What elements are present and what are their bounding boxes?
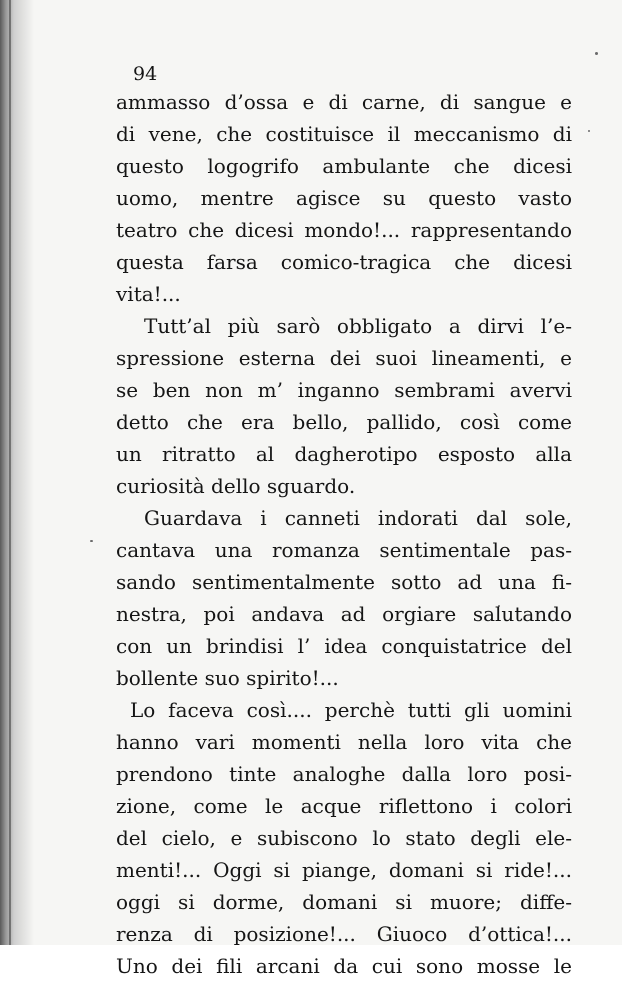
- body-text: [116, 86, 572, 982]
- paragraph-start-line: Tutt’al più sarò obbligato a dirvi l’e-: [144, 314, 572, 338]
- text-line: hanno vari momenti nella loro vita che: [116, 730, 572, 754]
- text-line: oggi si dorme, domani si muore; diffe-: [116, 890, 572, 914]
- paper-speck: [90, 540, 93, 542]
- text-line: del cielo, e subiscono lo stato degli ele-: [116, 826, 572, 850]
- paper-speck: [595, 52, 598, 55]
- text-line: curiosità dello sguardo.: [116, 474, 356, 498]
- text-line: teatro che dicesi mondo!... rappresentando: [116, 218, 572, 242]
- text-line: vita!...: [116, 282, 181, 306]
- text-line: se ben non m’ inganno sembrami avervi: [116, 378, 572, 402]
- text-line: con un brindisi l’ idea conquistatrice del: [116, 634, 572, 658]
- paper-speck: [588, 130, 590, 132]
- text-line: sando sentimentalmente sotto ad una fi-: [116, 570, 572, 594]
- page-number: 94: [133, 63, 158, 85]
- page-spine-shadow: [0, 0, 34, 945]
- page-spine-edge: [9, 0, 11, 945]
- text-line: bollente suo spirito!...: [116, 666, 339, 690]
- paragraph-start-line: Lo faceva così.... perchè tutti gli uomini: [130, 698, 572, 722]
- text-line: Uno dei fili arcani da cui sono mosse le: [116, 954, 572, 978]
- text-line: renza di posizione!... Giuoco d’ottica!...: [116, 922, 572, 946]
- text-line: zione, come le acque riflettono i colori: [116, 794, 572, 818]
- text-line: prendono tinte analoghe dalla loro posi-: [116, 762, 572, 786]
- text-line: menti!... Oggi si piange, domani si ride!...: [116, 858, 572, 882]
- text-line: detto che era bello, pallido, così come: [116, 410, 572, 434]
- text-line: di vene, che costituisce il meccanismo di: [116, 122, 572, 146]
- text-line: nestra, poi andava ad orgiare salutando: [116, 602, 572, 626]
- text-line: questa farsa comico-tragica che dicesi: [116, 250, 572, 274]
- text-line: questo logogrifo ambulante che dicesi: [116, 154, 572, 178]
- text-line: uomo, mentre agisce su questo vasto: [116, 186, 572, 210]
- text-line: cantava una romanza sentimentale pas-: [116, 538, 572, 562]
- text-line: un ritratto al dagherotipo esposto alla: [116, 442, 572, 466]
- text-line: ammasso d’ossa e di carne, di sangue e: [116, 90, 572, 114]
- paragraph-start-line: Guardava i canneti indorati dal sole,: [144, 506, 572, 530]
- text-line: spressione esterna dei suoi lineamenti, e: [116, 346, 572, 370]
